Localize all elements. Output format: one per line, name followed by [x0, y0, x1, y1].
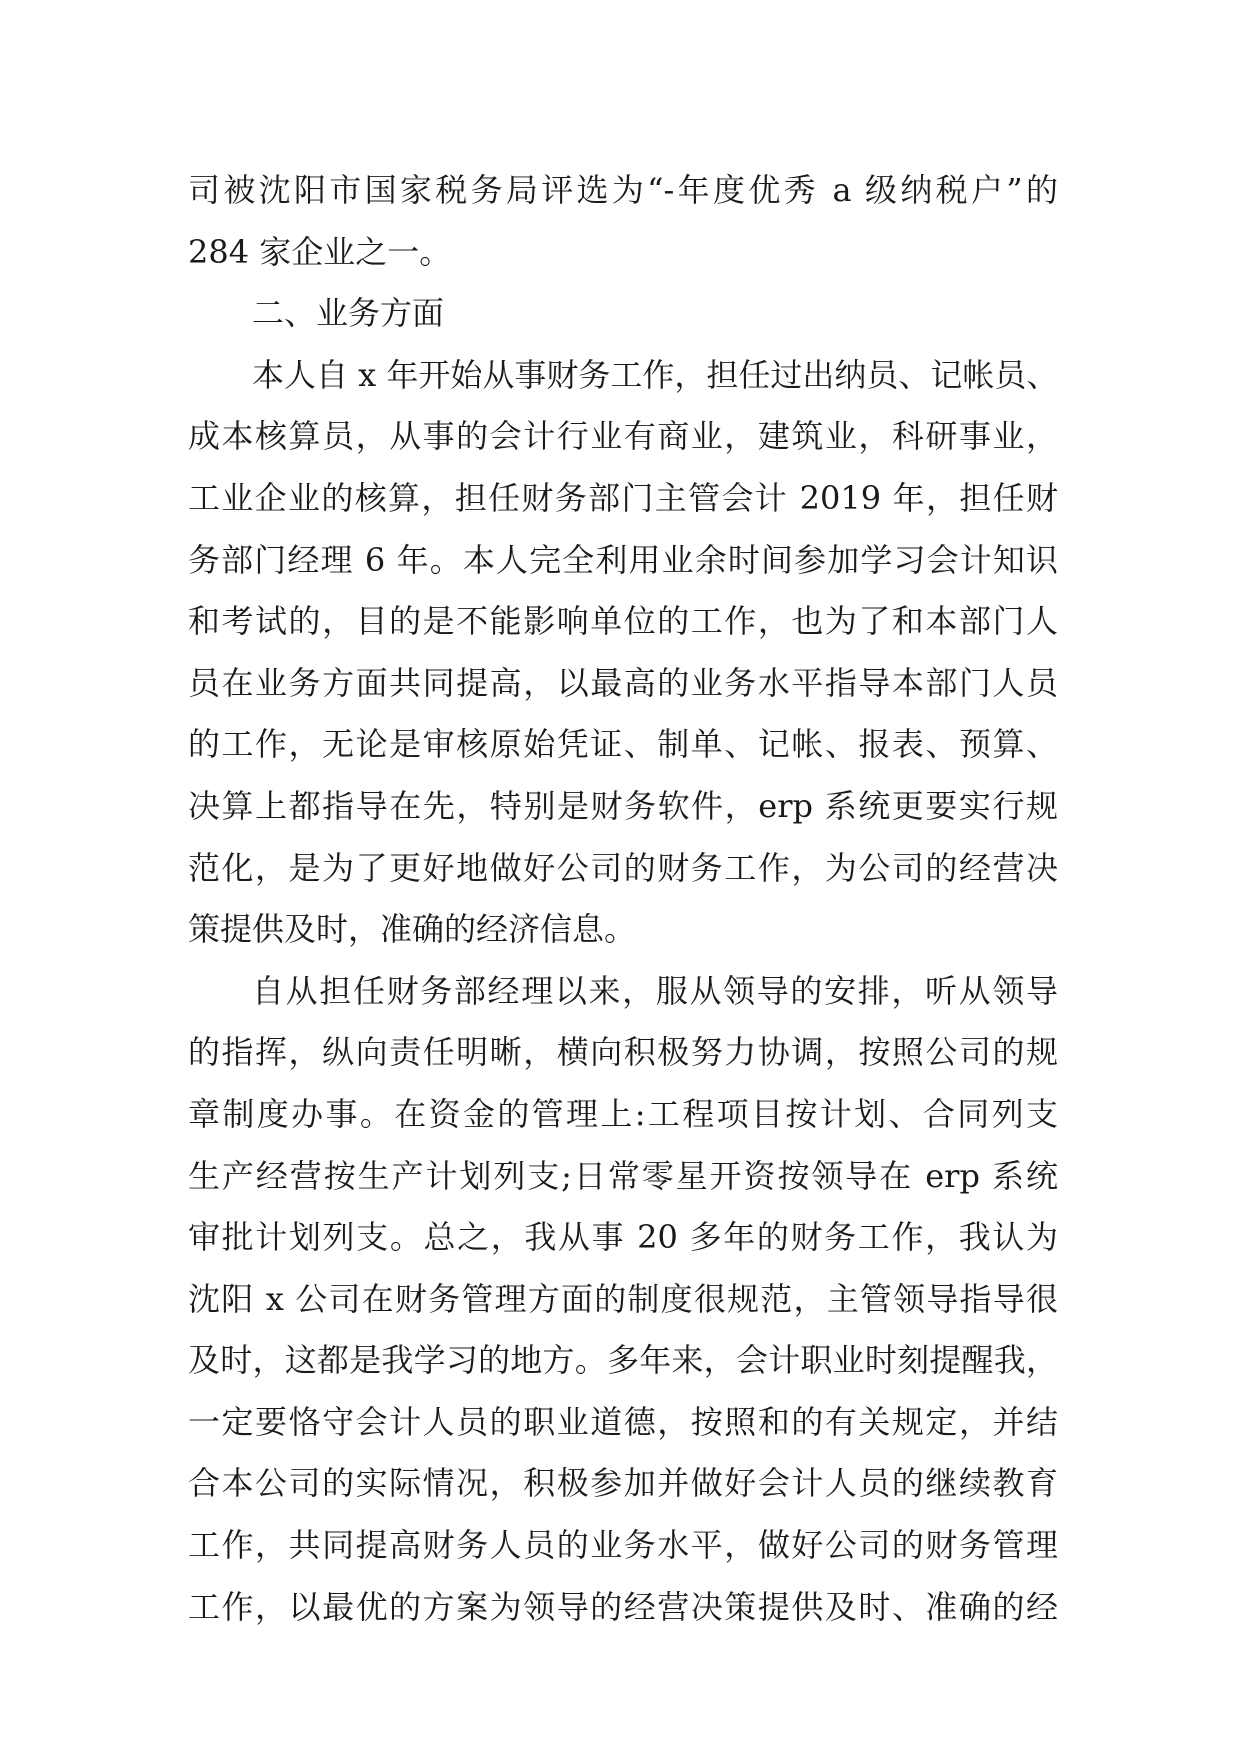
text-line: 务部门经理 6 年。本人完全利用业余时间参加学习会计知识	[188, 540, 1058, 579]
text-line: 生产经营按生产计划列支;日常零星开资按领导在 erp 系统	[188, 1156, 1058, 1195]
text-line: 司被沈阳市国家税务局评选为“-年度优秀 a 级纳税户”的	[188, 171, 1058, 209]
text-line: 审批计划列支。总之，我从事 20 多年的财务工作，我认为	[188, 1218, 1058, 1257]
text-line: 策提供及时，准确的经济信息。	[188, 910, 637, 949]
text-line: 工作，以最优的方案为领导的经营决策提供及时、准确的经	[188, 1587, 1058, 1626]
text-line: 合本公司的实际情况，积极参加并做好会计人员的继续教育	[188, 1464, 1058, 1503]
text-line: 自从担任财务部经理以来，服从领导的安排，听从领导	[252, 971, 1058, 1010]
text-line: 沈阳 x 公司在财务管理方面的制度很规范，主管领导指导很	[188, 1279, 1058, 1318]
text-line: 284 家企业之一。	[188, 232, 452, 271]
text-line: 决算上都指导在先，特别是财务软件，erp 系统更要实行规	[188, 786, 1058, 825]
document-body	[188, 160, 1058, 1638]
text-line: 的指挥，纵向责任明晰，横向积极努力协调，按照公司的规	[188, 1033, 1058, 1072]
text-line: 工业企业的核算，担任财务部门主管会计 2019 年，担任财	[188, 478, 1058, 517]
text-line: 的工作，无论是审核原始凭证、制单、记帐、报表、预算、	[188, 725, 1058, 764]
text-line: 及时，这都是我学习的地方。多年来，会计职业时刻提醒我，	[188, 1341, 1058, 1380]
text-line: 工作，共同提高财务人员的业务水平，做好公司的财务管理	[188, 1526, 1058, 1565]
section-heading: 二、业务方面	[252, 294, 445, 333]
text-line: 和考试的，目的是不能影响单位的工作，也为了和本部门人	[188, 602, 1058, 641]
text-line: 员在业务方面共同提高，以最高的业务水平指导本部门人员	[188, 663, 1058, 702]
text-line: 范化，是为了更好地做好公司的财务工作，为公司的经营决	[188, 848, 1058, 887]
text-line: 一定要恪守会计人员的职业道德，按照和的有关规定，并结	[188, 1402, 1058, 1441]
text-line: 章制度办事。在资金的管理上:工程项目按计划、合同列支	[188, 1094, 1058, 1133]
text-line: 成本核算员，从事的会计行业有商业，建筑业，科研事业，	[188, 417, 1058, 456]
text-line: 本人自 x 年开始从事财务工作，担任过出纳员、记帐员、	[252, 355, 1059, 394]
